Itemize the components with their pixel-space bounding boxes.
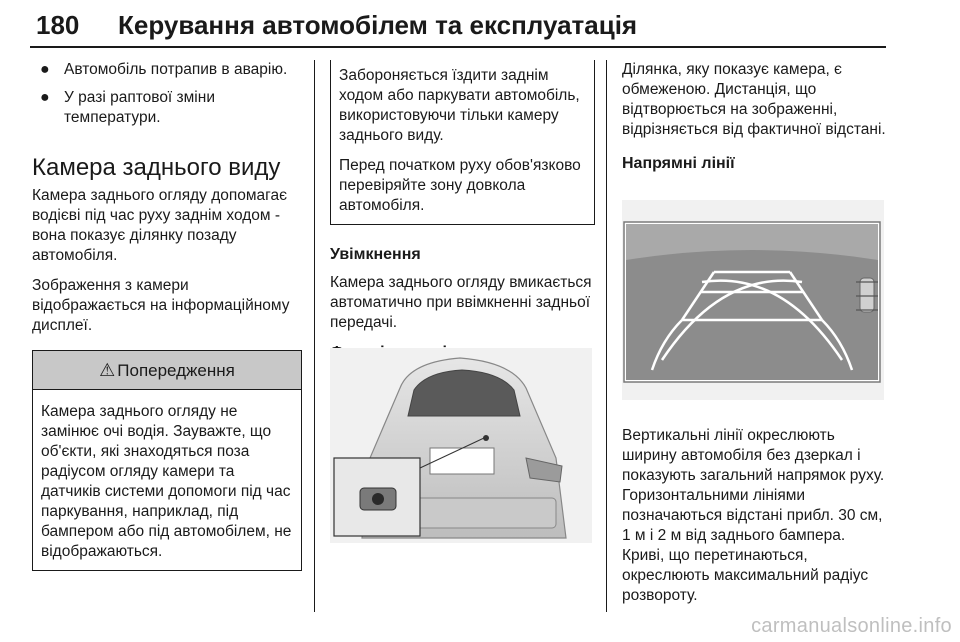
warning-continuation-box (330, 60, 595, 225)
warning-title: Попередження (117, 361, 235, 380)
guide-lines-illustration (622, 200, 884, 400)
column-middle (330, 60, 595, 371)
guide-lines-heading: Напрямні лінії (622, 155, 735, 172)
column-divider (314, 60, 315, 612)
warning-text: Камера заднього огляду не замінює очі водія. Зауважте, що об'єкти, які знаходяться поза радіусом огляду камери та датчиків системи допомоги під час паркування, наприклад, під бампером або під автомобілем, не відображаються. (41, 403, 292, 560)
bullet-dot-icon: ● (40, 89, 50, 106)
column-right (622, 60, 890, 182)
activation-heading: Увімкнення (330, 246, 421, 263)
list-item: ● Автомобіль потрапив в аварію. (40, 61, 288, 78)
warning-triangle-icon: ⚠ (99, 360, 116, 380)
paragraph: Забороняється їздити заднім ходом або паркувати автомобіль, використовуючи тільки камеру заднього виду. (339, 67, 580, 144)
list-item: ● У разі раптової зміни температури. (40, 89, 215, 126)
warning-box (32, 350, 302, 571)
paragraph: Камера заднього огляду вмикається автоматично при ввімкненні задньої передачі. (330, 274, 592, 331)
paragraph: Ділянка, яку показує камера, є обмеженою. Дистанція, що відтворюється на зображенні, відрізняється від фактичної відстані. (622, 61, 886, 138)
chapter-title: Керування автомобілем та експлуатація (118, 10, 638, 40)
car-rear-illustration (330, 348, 592, 543)
paragraph: Перед початком руху обов'язково перевіряйте зону довкола автомобіля. (339, 157, 581, 214)
watermark: carmanualsonline.info (751, 615, 952, 637)
column-divider (606, 60, 607, 612)
paragraph: Зображення з камери відображається на інформаційному дисплеї. (32, 277, 290, 334)
warning-header (33, 350, 301, 390)
camera-display-figure (622, 200, 884, 400)
paragraph: Камера заднього огляду допомагає водієві під час руху заднім ходом - вона показує ділянку позаду автомобіля. (32, 187, 288, 264)
rear-camera-figure (330, 348, 592, 543)
page-number: 180 (36, 10, 80, 40)
bullet-list (32, 60, 302, 128)
paragraph: Вертикальні лінії окреслюють ширину автомобіля без дзеркал і показують загальний напрямок руху. Горизонтальними лініями позначаються відстані прибл. 30 см, 1 м і 2 м від заднього бампера. Криві, що перетинаються, окреслюють максимальний радіус розвороту. (622, 427, 885, 604)
page-header (30, 6, 886, 48)
bullet-dot-icon: ● (40, 61, 50, 78)
column-right-lower (622, 426, 890, 616)
column-left (32, 60, 302, 571)
section-title: Камера заднього виду (32, 154, 281, 181)
